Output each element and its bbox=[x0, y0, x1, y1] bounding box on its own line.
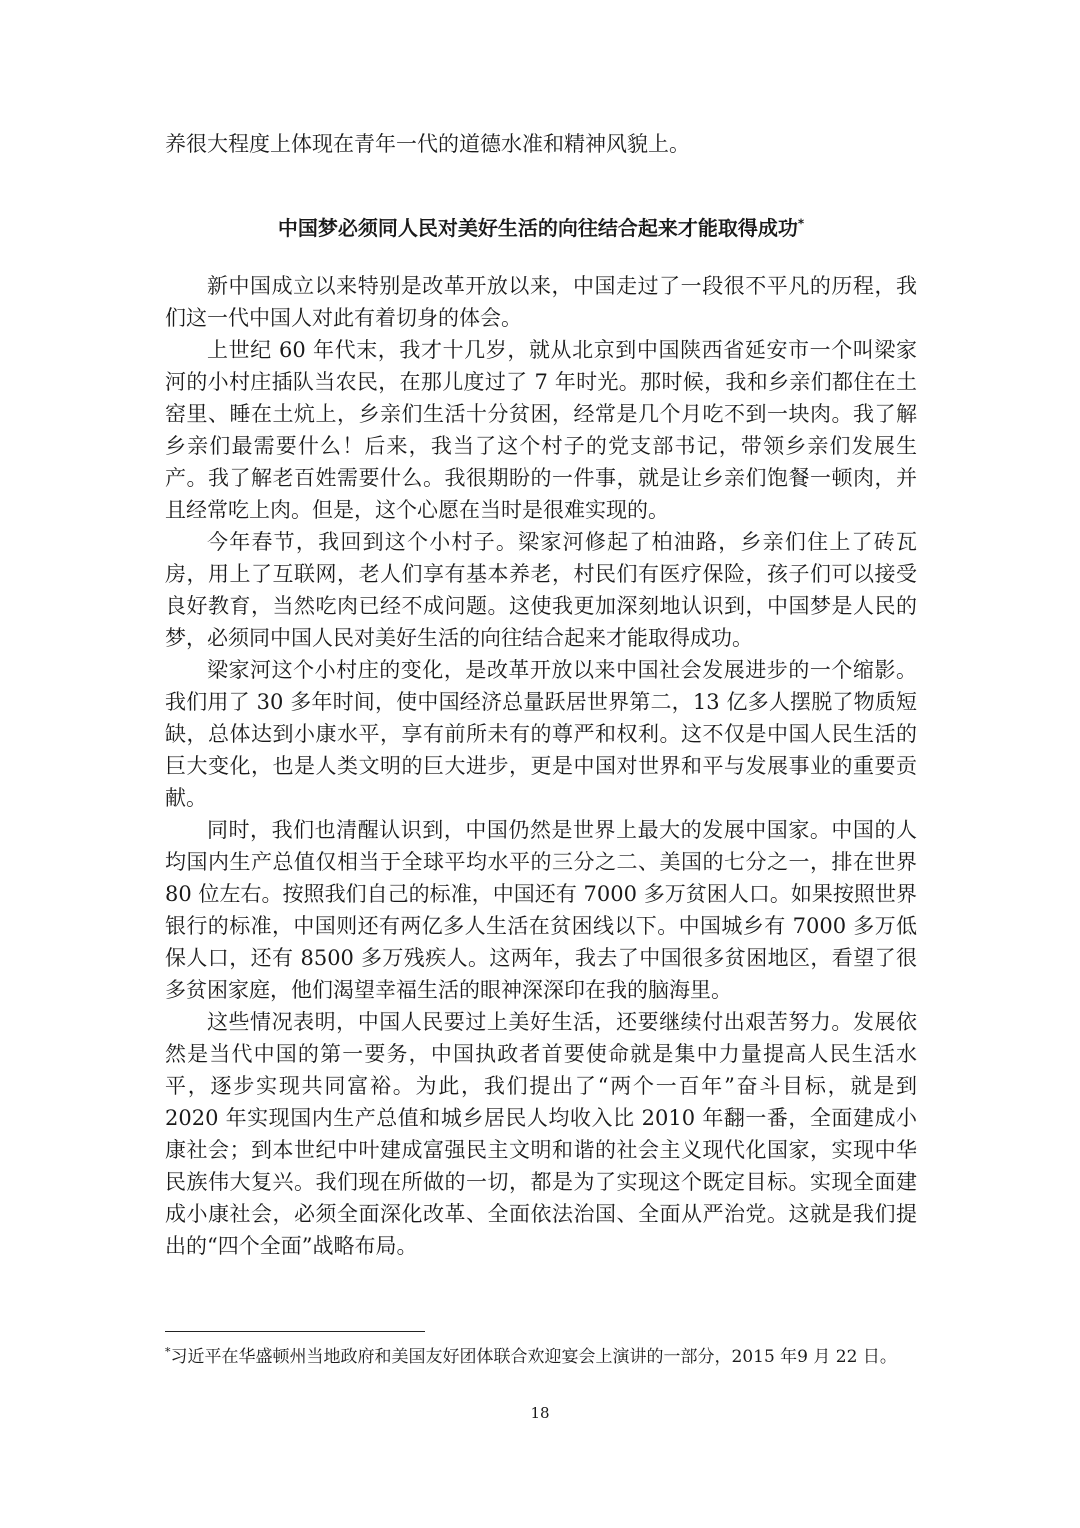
paragraph-6: 这些情况表明，中国人民要过上美好生活，还要继续付出艰苦努力。发展依然是当代中国的第一要务，中国执政者首要使命就是集中力量提高人民生活水平，逐步实现共同富裕。为此，我们提出了“两个一百年”奋斗目标，就是到 2020 年实现国内生产总值和城乡居民人均收入比 2010 年翻一番，全面建成小康社会；到本世纪中叶建成富强民主文明和谐的社会主义现代化国家，实现中华民族伟大复兴。我们现在所做的一切，都是为了实现这个既定目标。实现全面建成小康社会，必须全面深化改革、全面依法治国、全面从严治党。这就是我们提出的“四个全面”战略布局。 bbox=[165, 1010, 917, 1258]
section-title-text: 中国梦必须同人民对美好生活的向往结合起来才能取得成功 bbox=[277, 216, 798, 240]
footnote bbox=[165, 1343, 917, 1371]
carry-over-line: 养很大程度上体现在青年一代的道德水准和精神风貌上。 bbox=[165, 132, 690, 156]
footnote-marker: * bbox=[165, 1345, 171, 1359]
paragraph-4: 梁家河这个小村庄的变化，是改革开放以来中国社会发展进步的一个缩影。我们用了 30 多年时间，使中国经济总量跃居世界第二，13 亿多人摆脱了物质短缺，总体达到小康水平，享有前所未有的尊严和权利。这不仅是中国人民生活的巨大变化，也是人类文明的巨大进步，更是中国对世界和平与发展事业的重要贡献。 bbox=[165, 658, 917, 810]
footnote-text: 习近平在华盛顿州当地政府和美国友好团体联合欢迎宴会上演讲的一部分，2015 年9 月 22 日。 bbox=[170, 1347, 897, 1367]
section-title bbox=[165, 212, 917, 244]
paragraph-1: 新中国成立以来特别是改革开放以来，中国走过了一段很不平凡的历程，我们这一代中国人对此有着切身的体会。 bbox=[165, 274, 917, 330]
page-number: 18 bbox=[530, 1404, 550, 1422]
paragraph-5: 同时，我们也清醒认识到，中国仍然是世界上最大的发展中国家。中国的人均国内生产总值仅相当于全球平均水平的三分之二、美国的七分之一，排在世界 80 位左右。按照我们自己的标准，中国还有 7000 多万贫困人口。如果按照世界银行的标准，中国则还有两亿多人生活在贫困线以下。中国城乡有 7000 多万低保人口，还有 8500 多万残疾人。这两年，我去了中国很多贫困地区，看望了很多贫困家庭，他们渴望幸福生活的眼神深深印在我的脑海里。 bbox=[165, 818, 917, 1002]
paragraph-3: 今年春节，我回到这个小村子。梁家河修起了柏油路，乡亲们住上了砖瓦房，用上了互联网，老人们享有基本养老，村民们有医疗保险，孩子们可以接受良好教育，当然吃肉已经不成问题。这使我更加深刻地认识到，中国梦是人民的梦，必须同中国人民对美好生活的向往结合起来才能取得成功。 bbox=[165, 530, 917, 650]
title-footnote-marker: * bbox=[797, 216, 805, 231]
footnote-divider bbox=[165, 1331, 425, 1332]
paragraph-2: 上世纪 60 年代末，我才十几岁，就从北京到中国陕西省延安市一个叫梁家河的小村庄插队当农民，在那儿度过了 7 年时光。那时候，我和乡亲们都住在土窑里、睡在土炕上，乡亲们生活十分贫困，经常是几个月吃不到一块肉。我了解乡亲们最需要什么！后来，我当了这个村子的党支部书记，带领乡亲们发展生产。我了解老百姓需要什么。我很期盼的一件事，就是让乡亲们饱餐一顿肉，并且经常吃上肉。但是，这个心愿在当时是很难实现的。 bbox=[165, 338, 917, 522]
article-body bbox=[165, 270, 917, 1262]
